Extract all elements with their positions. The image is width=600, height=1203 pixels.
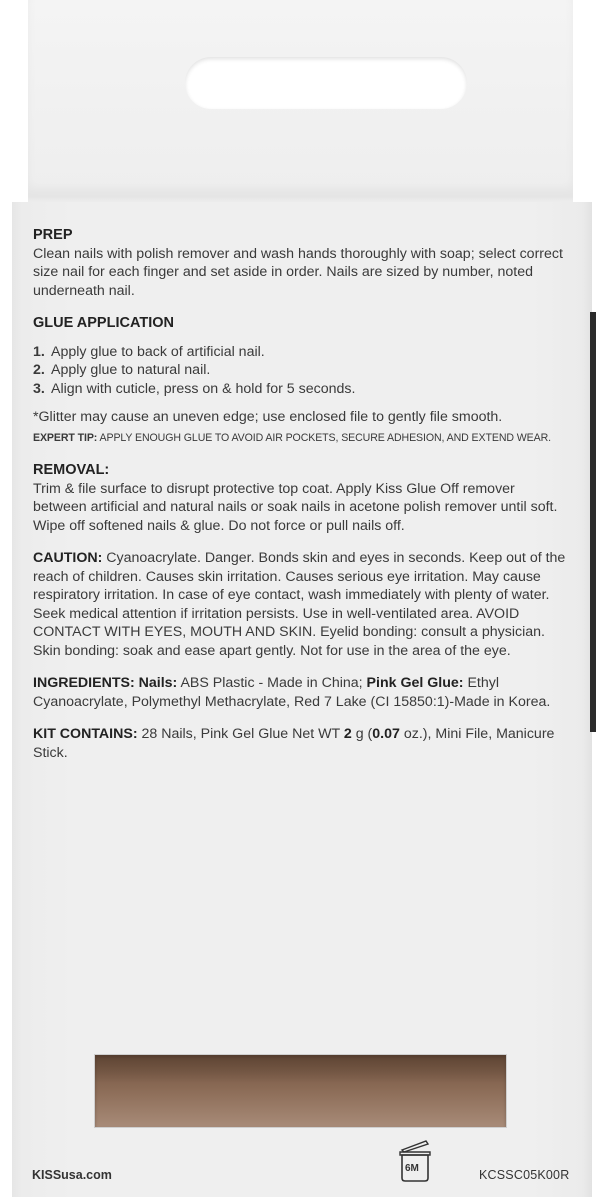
nails-text: ABS Plastic - Made in China; (177, 675, 367, 691)
kit-oz: 0.07 (372, 726, 400, 742)
removal-heading: REMOVAL: (33, 462, 110, 478)
ingredients-text (33, 674, 571, 711)
kit-text-a: 28 Nails, Pink Gel Glue Net WT (137, 726, 344, 742)
step-text: Apply glue to back of artificial nail. (51, 343, 265, 360)
caution-section (33, 549, 571, 660)
tip-label: EXPERT TIP: (33, 431, 98, 444)
caution-label: CAUTION: (33, 550, 103, 566)
prep-heading: PREP (33, 227, 73, 243)
step-number: 2. (33, 362, 45, 378)
panel-edge (590, 312, 596, 732)
glue-heading: GLUE APPLICATION (33, 315, 174, 331)
kit-section (33, 725, 571, 762)
nails-label: Nails: (138, 675, 178, 691)
ingredients-label: INGREDIENTS: (33, 675, 135, 691)
glue-section (33, 314, 571, 447)
glue-text: Ethyl Cyanoacrylate, Polymethyl Methacrylate, Red 7 Lake (CI 15850:1)-Made in Korea. (33, 675, 551, 710)
kit-text-b: g ( (351, 726, 373, 742)
kit-label: KIT CONTAINS: (33, 726, 138, 742)
glue-label: Pink Gel Glue: (366, 675, 464, 691)
hang-hole (185, 57, 467, 109)
tip-text: APPLY ENOUGH GLUE TO AVOID AIR POCKETS, SECURE ADHESION, AND EXTEND WEAR. (97, 431, 551, 444)
pao-label: 6M (405, 1163, 419, 1174)
prep-section (33, 226, 571, 300)
kit-weight: 2 (343, 726, 352, 742)
list-item (33, 361, 571, 380)
expert-tip (33, 429, 571, 448)
website-text: KISSusa.com (32, 1168, 112, 1182)
product-code: KCSSC05K00R (479, 1168, 570, 1182)
step-number: 1. (33, 343, 45, 360)
caution-text (33, 549, 571, 660)
hang-tab (28, 0, 573, 196)
product-window (94, 1054, 507, 1128)
prep-text: Clean nails with polish remover and wash hands thoroughly with soap; select correct size nail for each finger and set aside in order. Nails are sized by number, noted underneath nail. (33, 245, 563, 299)
removal-text: Trim & file surface to disrupt protective top coat. Apply Kiss Glue Off remover between artificial and natural nails or soak nails in acetone polish remover until soft. Wipe off softened nails & glue. Do not force or pull nails off. (33, 480, 558, 534)
step-number: 3. (33, 380, 45, 397)
window-shadow (95, 1055, 506, 1083)
step-text: Align with cuticle, press on & hold for 5 seconds. (51, 380, 356, 397)
glitter-note: *Glitter may cause an uneven edge; use enclosed file to gently file smooth. (33, 409, 503, 425)
kit-text (33, 725, 571, 762)
list-item (33, 343, 571, 362)
ingredients-section (33, 674, 571, 711)
glue-steps (33, 343, 571, 399)
list-item (33, 380, 571, 399)
removal-section (33, 461, 571, 535)
step-text: Apply glue to natural nail. (51, 362, 211, 378)
jar-icon (396, 1138, 434, 1184)
caution-body: Cyanoacrylate. Danger. Bonds skin and eyes in seconds. Keep out of the reach of children. Causes skin irritation. Causes serious eye irritation. May cause respiratory irritation. In case of eye contact, wash immediately with plenty of water. Seek medical attention if irritation persists. Use in well-ventilated area. AVOID CONTACT WITH EYES, MOUTH AND SKIN. Eyelid bonding: consult a physician. Skin bonding: soak and ease apart gently. Not for use in the area of the eye. (33, 550, 566, 659)
instructions (33, 226, 571, 776)
open-jar-icon (396, 1138, 434, 1184)
kit-text-c: oz.), Mini File, Manicure Stick. (33, 726, 555, 761)
